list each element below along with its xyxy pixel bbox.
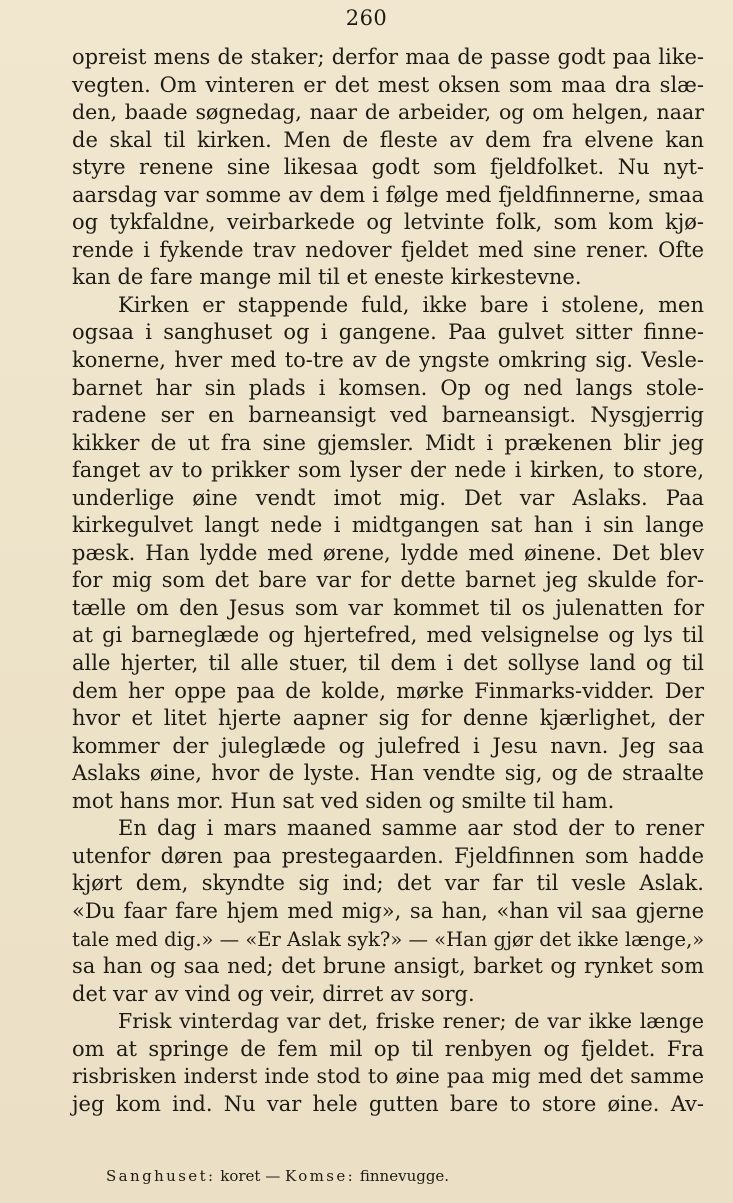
text-line: Frisk vinterdag var det, friske rener; de var ikke længe <box>118 1009 704 1034</box>
text-line: styre renene sine likesaa godt som fjeldfolket. Nu nyt- <box>72 155 704 180</box>
text-line: underlige øine vendt imot mig. Det var Aslaks. Paa <box>72 485 704 510</box>
text-line: kirkegulvet langt nede i midtgangen sat han i sin lange <box>72 513 704 538</box>
text-line: om at springe de fem mil op til renbyen og fjeldet. Fra <box>72 1036 704 1061</box>
text-line: aarsdag var somme av dem i følge med fjeldfinnerne, smaa <box>72 182 704 207</box>
footnote-separator: — <box>265 1167 281 1185</box>
body-text <box>72 44 704 1118</box>
text-line: «Du faar fare hjem med mig», sa han, «han vil saa gjerne <box>72 898 704 923</box>
text-line: kan de fare mange mil til et eneste kirkestevne. <box>72 265 582 290</box>
text-line: Kirken er stappende fuld, ikke bare i stolene, men <box>118 292 704 317</box>
page-number: 260 <box>345 6 388 30</box>
text-line: tale med dig.» — «Er Aslak syk?» — «Han gjør det ikke længe,» <box>72 927 705 951</box>
text-line: barnet har sin plads i komsen. Op og ned langs stole- <box>72 375 704 400</box>
text-line: ogsaa i sanghuset og i gangene. Paa gulvet sitter finne- <box>72 320 704 345</box>
text-line: kjørt dem, skyndte sig ind; det var far til vesle Aslak. <box>72 871 704 896</box>
text-line: alle hjerter, til alle stuer, til dem i det sollyse land og til <box>72 651 704 676</box>
text-line: og tykfaldne, veirbarkede og letvinte folk, som kom kjø- <box>72 210 704 235</box>
text-line: de skal til kirken. Men de fleste av dem fra elvene kan <box>72 127 704 152</box>
text-line: for mig som det bare var for dette barnet jeg skulde for- <box>72 568 704 593</box>
text-line: at gi barneglæde og hjertefred, med velsignelse og lys til <box>72 623 704 648</box>
footnote-term: Komse: <box>285 1167 356 1185</box>
text-line: rende i fykende trav nedover fjeldet med sine rener. Ofte <box>72 237 704 262</box>
text-line: konerne, hver med to-tre av de yngste omkring sig. Vesle- <box>72 348 704 373</box>
text-line: kommer der juleglæde og julefred i Jesu navn. Jeg saa <box>72 733 704 758</box>
text-line: risbrisken inderst inde stod to øine paa mig med det samme <box>72 1064 704 1089</box>
text-line: det var av vind og veir, dirret av sorg. <box>72 981 475 1006</box>
text-line: Aslaks øine, hvor de lyste. Han vendte sig, og de straalte <box>72 761 704 786</box>
text-line: vegten. Om vinteren er det mest oksen som maa dra slæ- <box>72 72 704 97</box>
text-line: jeg kom ind. Nu var hele gutten bare to store øine. Av- <box>72 1091 704 1116</box>
text-line: hvor et litet hjerte aapner sig for denne kjærlighet, der <box>72 706 704 731</box>
text-line: radene ser en barneansigt ved barneansigt. Nysgjerrig <box>72 403 704 428</box>
text-line: dem her oppe paa de kolde, mørke Finmarks-vidder. Der <box>72 678 704 703</box>
text-line: opreist mens de staker; derfor maa de passe godt paa like- <box>72 45 704 69</box>
text-line: pæsk. Han lydde med ørene, lydde med øinene. Det blev <box>72 540 704 565</box>
text-line: sa han og saa ned; det brune ansigt, barket og rynket som <box>72 954 704 979</box>
text-line: kikker de ut fra sine gjemsler. Midt i prækenen blir jeg <box>72 430 704 455</box>
footnote-definition: koret <box>220 1167 261 1185</box>
text-line: den, baade søgnedag, naar de arbeider, og om helgen, naar <box>72 100 704 125</box>
text-line: En dag i mars maaned samme aar stod der to rener <box>118 816 704 841</box>
text-line: tælle om den Jesus som var kommet til os julenatten for <box>72 595 704 620</box>
text-line: fanget av to prikker som lyser der nede i kirken, to store, <box>72 458 704 483</box>
text-line: mot hans mor. Hun sat ved siden og smilte til ham. <box>72 788 615 813</box>
footnote-term: Sanghuset: <box>106 1167 216 1185</box>
text-line: utenfor døren paa prestegaarden. Fjeldfinnen som hadde <box>72 843 704 868</box>
footnote <box>106 1164 526 1188</box>
footnote-definition: finnevugge. <box>359 1167 450 1185</box>
